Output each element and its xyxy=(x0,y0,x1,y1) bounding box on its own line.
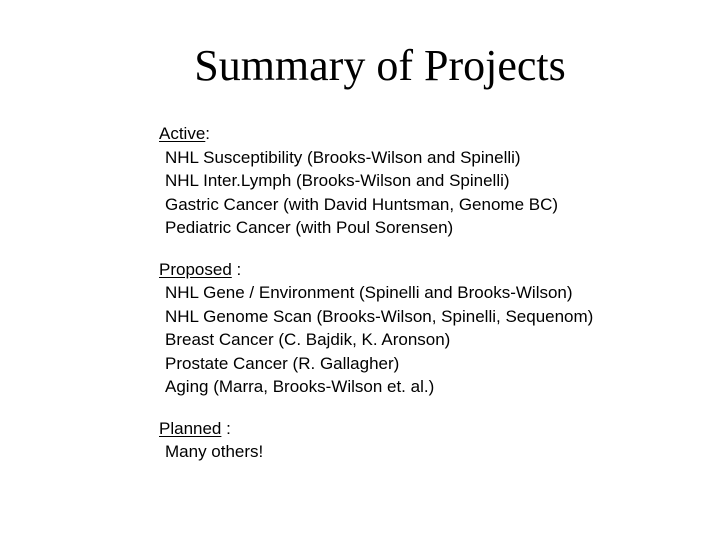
slide-title: Summary of Projects xyxy=(194,41,566,90)
section-proposed xyxy=(159,258,699,399)
section-active xyxy=(159,122,699,240)
section-heading xyxy=(159,122,699,146)
section-items xyxy=(159,146,699,240)
section-items xyxy=(159,281,699,399)
section-heading-label: Proposed xyxy=(159,259,232,279)
section-heading xyxy=(159,258,699,282)
list-item: Pediatric Cancer (with Poul Sorensen) xyxy=(165,218,454,237)
list-item: Aging (Marra, Brooks-Wilson et. al.) xyxy=(165,377,435,396)
section-heading-separator: : xyxy=(205,124,211,143)
section-heading-label: Active xyxy=(159,124,206,143)
section-planned xyxy=(159,417,699,464)
section-heading-separator: : xyxy=(231,259,242,279)
section-heading-label: Planned xyxy=(159,418,222,438)
list-item: Many others! xyxy=(165,442,264,461)
list-item: NHL Inter.Lymph (Brooks-Wilson and Spinelli) xyxy=(165,171,510,190)
list-item: Breast Cancer (C. Bajdik, K. Aronson) xyxy=(165,330,451,349)
list-item: NHL Genome Scan (Brooks-Wilson, Spinelli, Sequenom) xyxy=(165,306,594,326)
list-item: NHL Gene / Environment (Spinelli and Brooks-Wilson) xyxy=(165,283,573,302)
list-item: Prostate Cancer (R. Gallagher) xyxy=(165,353,400,373)
section-items xyxy=(159,440,699,464)
list-item: Gastric Cancer (with David Huntsman, Genome BC) xyxy=(165,194,559,214)
section-heading xyxy=(159,417,699,441)
section-heading-separator: : xyxy=(221,418,231,438)
project-list xyxy=(159,122,699,464)
list-item: NHL Susceptibility (Brooks-Wilson and Spinelli) xyxy=(165,147,521,167)
